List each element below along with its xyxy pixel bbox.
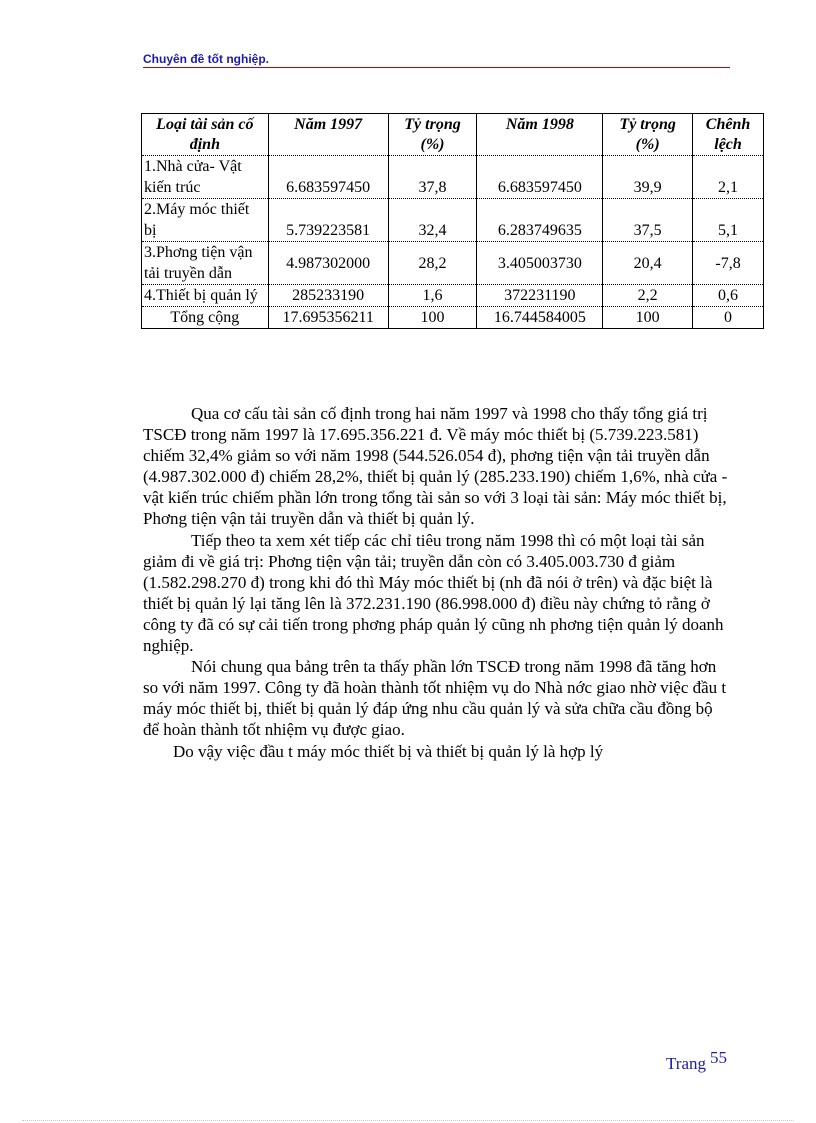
table-row	[142, 285, 764, 307]
cell-value: 28,2	[388, 242, 477, 285]
cell-value: 285233190	[268, 285, 388, 307]
total-value: 0	[693, 307, 764, 329]
col-header-share-1997: Tỷ trọng (%)	[388, 114, 477, 156]
total-value: 100	[388, 307, 477, 329]
cell-value: 5.739223581	[268, 199, 388, 242]
cell-value: -7,8	[693, 242, 764, 285]
cell-value: 3.405003730	[477, 242, 603, 285]
table-header-row	[142, 114, 764, 156]
cell-value: 5,1	[693, 199, 764, 242]
bottom-divider	[22, 1120, 794, 1121]
fixed-assets-table	[141, 113, 764, 329]
row-label: 2.Máy móc thiết bị	[142, 199, 269, 242]
total-value: 100	[603, 307, 693, 329]
paragraph: Do vậy việc đầu t máy móc thiết bị và thiết bị quản lý là hợp lý	[173, 741, 604, 761]
cell-value: 2,1	[693, 156, 764, 199]
table-row	[142, 156, 764, 199]
page-number: 55	[710, 1048, 727, 1067]
col-header-share-1998: Tỷ trọng (%)	[603, 114, 693, 156]
cell-value: 20,4	[603, 242, 693, 285]
col-header-year-1998: Năm 1998	[477, 114, 603, 156]
cell-value: 37,5	[603, 199, 693, 242]
row-label: 3.Phơng tiện vận tải truyền dẫn	[142, 242, 269, 285]
header-title: Chuyên đề tốt nghiệp.	[143, 52, 269, 66]
total-value: 17.695356211	[268, 307, 388, 329]
col-header-difference: Chênh lệch	[693, 114, 764, 156]
paragraph: Nói chung qua bảng trên ta thấy phần lớn TSCĐ trong năm 1998 đã tăng hơn so với năm 1997. Công ty đã hoàn thành tốt nhiệm vụ do Nhà nớc giao nhờ việc đầu t máy móc thiết bị, thiết bị quản lý đáp ứng nhu cầu quản lý và sửa chữa cầu đồng bộ để hoàn thành tốt nhiệm vụ được giao.	[143, 657, 727, 740]
cell-value: 372231190	[477, 285, 603, 307]
col-header-year-1997: Năm 1997	[268, 114, 388, 156]
row-label: 4.Thiết bị quản lý	[142, 285, 269, 307]
table-row	[142, 242, 764, 285]
cell-value: 39,9	[603, 156, 693, 199]
cell-value: 32,4	[388, 199, 477, 242]
footer-label: Trang	[666, 1054, 706, 1073]
cell-value: 6.683597450	[268, 156, 388, 199]
table-row	[142, 199, 764, 242]
total-value: 16.744584005	[477, 307, 603, 329]
cell-value: 37,8	[388, 156, 477, 199]
cell-value: 6.683597450	[477, 156, 603, 199]
cell-value: 1,6	[388, 285, 477, 307]
row-label: 1.Nhà cửa- Vật kiến trúc	[142, 156, 269, 199]
paragraph: Tiếp theo ta xem xét tiếp các chỉ tiêu trong năm 1998 thì có một loại tài sản giảm đi về giá trị: Phơng tiện vận tải; truyền dẫn còn có 3.405.003.730 đ giảm (1.582.298.270 đ) trong khi đó thì Máy móc thiết bị (nh đã nói ở trên) và đặc biệt là thiết bị quản lý lại tăng lên là 372.231.190 (86.998.000 đ) điều này chứng tỏ rằng ở công ty đã có sự cải tiến trong phơng pháp quản lý cũng nh phơng tiện quản lý doanh nghiệp.	[143, 530, 724, 656]
table-total-row	[142, 307, 764, 329]
cell-value: 6.283749635	[477, 199, 603, 242]
cell-value: 0,6	[693, 285, 764, 307]
page-header	[143, 50, 730, 68]
page-footer	[666, 1048, 727, 1074]
col-header-asset-type: Loại tài sản cố định	[142, 114, 269, 156]
cell-value: 2,2	[603, 285, 693, 307]
paragraph: Qua cơ cấu tài sản cố định trong hai năm 1997 và 1998 cho thấy tổng giá trị TSCĐ trong năm 1997 là 17.695.356.221 đ. Về máy móc thiết bị (5.739.223.581) chiếm 32,4% giảm so với năm 1998 (544.526.054 đ), phơng tiện vận tải truyền dẫn (4.987.302.000 đ) chiếm 28,2%, thiết bị quản lý (285.233.190) chiếm 1,6%, nhà cửa - vật kiến trúc chiếm phần lớn trong tổng tài sản so với 3 loại tài sản: Máy móc thiết bị, Phơng tiện vận tải truyền dẫn và thiết bị quản lý.	[143, 404, 728, 529]
total-label: Tổng cộng	[142, 307, 269, 329]
cell-value: 4.987302000	[268, 242, 388, 285]
body-text	[143, 403, 728, 762]
